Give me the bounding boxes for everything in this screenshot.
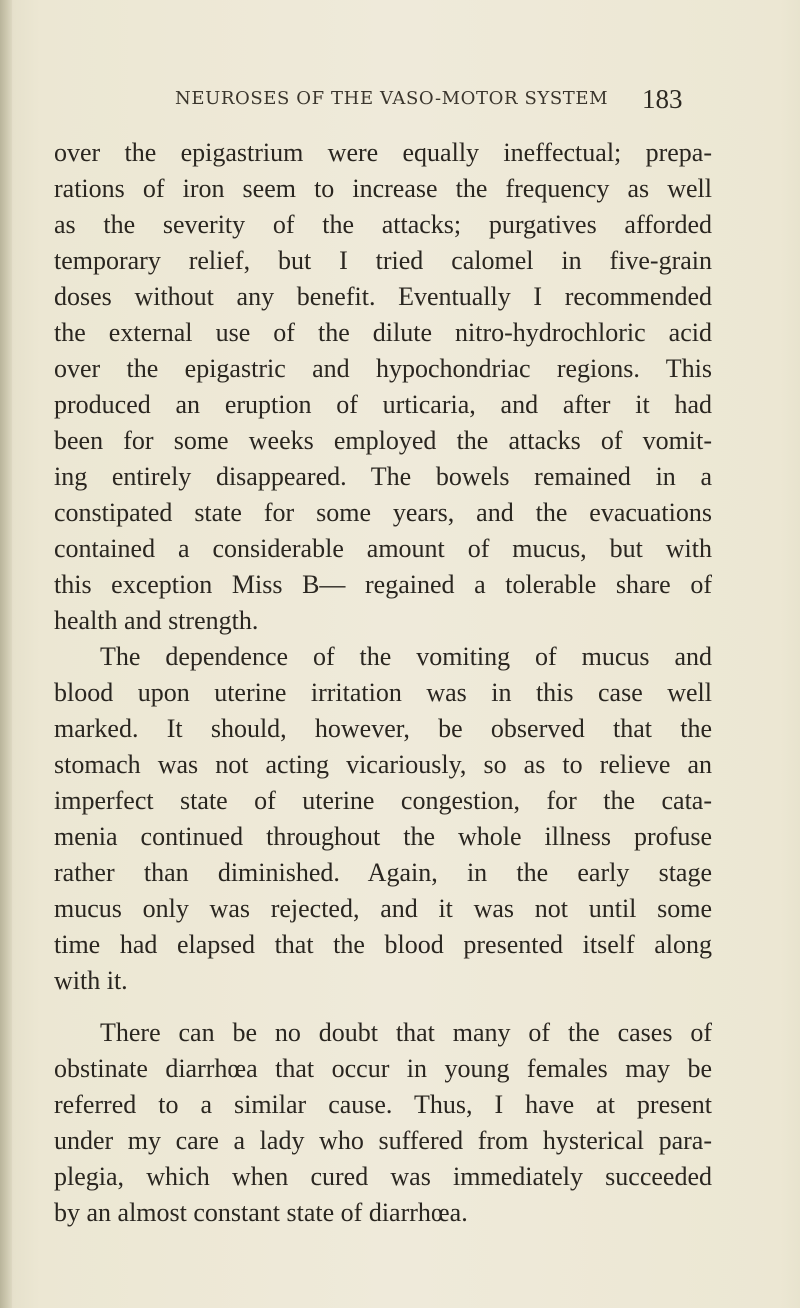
text-line: marked. It should, however, be observed that the — [54, 714, 712, 743]
text-line: ing entirely disappeared. The bowels remained in a — [54, 462, 712, 491]
text-line: referred to a similar cause. Thus, I have at present — [54, 1090, 712, 1119]
text-line: by an almost constant state of diarrhœa. — [54, 1198, 468, 1227]
text-line: There can be no doubt that many of the cases of — [100, 1018, 712, 1047]
text-line: obstinate diarrhœa that occur in young females may be — [54, 1054, 712, 1083]
text-line: the external use of the dilute nitro-hydrochloric acid — [54, 318, 712, 347]
running-header — [0, 84, 800, 124]
paragraph-spacer — [54, 999, 712, 1015]
text-line: rather than diminished. Again, in the early stage — [54, 858, 712, 887]
text-line: rations of iron seem to increase the frequency as well — [54, 174, 712, 203]
text-line: temporary relief, but I tried calomel in five-grain — [54, 246, 712, 275]
text-line: imperfect state of uterine congestion, for the cata- — [54, 786, 712, 815]
text-line: over the epigastric and hypochondriac regions. This — [54, 354, 712, 383]
text-line: health and strength. — [54, 606, 259, 635]
text-line: time had elapsed that the blood presented itself along — [54, 930, 712, 959]
text-line: doses without any benefit. Eventually I recommended — [54, 282, 712, 311]
text-line: produced an eruption of urticaria, and after it had — [54, 390, 712, 419]
paragraph — [54, 1015, 712, 1231]
text-line: blood upon uterine irritation was in this case well — [54, 678, 712, 707]
text-line: as the severity of the attacks; purgatives afforded — [54, 210, 712, 239]
text-line: menia continued throughout the whole illness profuse — [54, 822, 712, 851]
running-header-title: NEUROSES OF THE VASO-MOTOR SYSTEM — [175, 88, 609, 109]
text-line: plegia, which when cured was immediately succeeded — [54, 1162, 712, 1191]
page-gutter — [0, 0, 12, 1308]
text-line: with it. — [54, 966, 128, 995]
text-line: been for some weeks employed the attacks of vomit- — [54, 426, 712, 455]
body-text — [54, 135, 712, 1231]
paragraph — [54, 135, 712, 639]
text-line: this exception Miss B— regained a tolerable share of — [54, 570, 712, 599]
text-line: over the epigastrium were equally ineffectual; prepa- — [54, 138, 712, 167]
page-number: 183 — [642, 84, 683, 114]
text-line: stomach was not acting vicariously, so as to relieve an — [54, 750, 712, 779]
text-line: constipated state for some years, and the evacuations — [54, 498, 712, 527]
text-line: under my care a lady who suffered from hysterical para- — [54, 1126, 712, 1155]
text-line: contained a considerable amount of mucus, but with — [54, 534, 712, 563]
text-line: mucus only was rejected, and it was not until some — [54, 894, 712, 923]
text-line: The dependence of the vomiting of mucus and — [100, 642, 712, 671]
paragraph — [54, 639, 712, 999]
